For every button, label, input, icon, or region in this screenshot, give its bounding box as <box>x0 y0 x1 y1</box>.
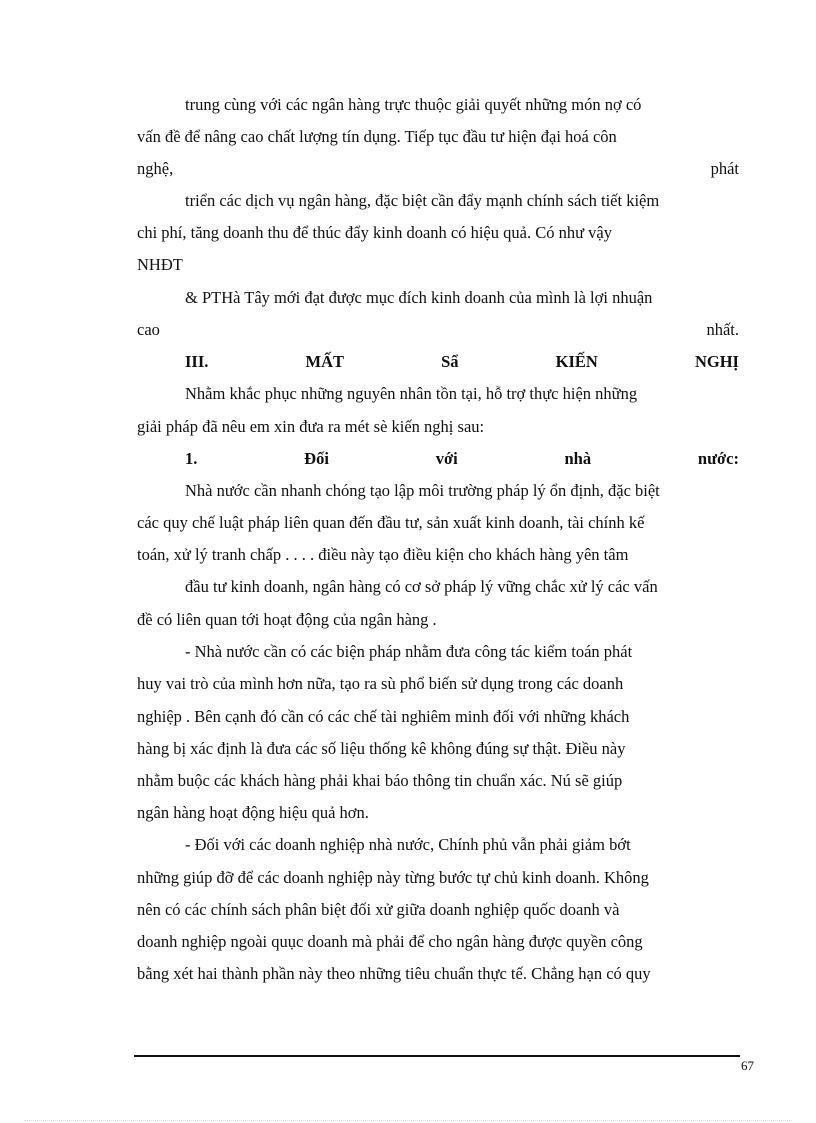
body-line: ngân hàng hoạt động hiệu quả hơn. <box>137 803 369 822</box>
heading-word: nước: <box>697 449 739 468</box>
body-line: nhất. <box>706 320 739 339</box>
heading-word: KIẾN <box>555 352 598 371</box>
body-line: - Đối với các doanh nghiệp nhà nước, Chính phủ vẫn phải giảm bớt <box>185 835 631 854</box>
body-line: giải pháp đã nêu em xin đưa ra mét sè kiến nghị sau: <box>137 417 485 436</box>
heading-word: III. <box>185 352 209 371</box>
body-line: Nhà nước cần nhanh chóng tạo lập môi trường pháp lý ổn định, đặc biệt <box>185 481 660 500</box>
body-line: phát <box>710 159 739 178</box>
body-line: trung cùng với các ngân hàng trực thuộc giải quyết những món nợ có <box>185 95 642 114</box>
body-line: NHĐT <box>137 255 183 274</box>
heading-word: MẤT <box>305 352 344 371</box>
heading-word: Đối <box>304 449 329 468</box>
heading-word: nhà <box>564 449 592 468</box>
heading-word: 1. <box>185 449 198 468</box>
body-line: nên có các chính sách phân biệt đối xử giữa doanh nghiệp quốc doanh và <box>137 900 620 919</box>
body-line: bằng xét hai thành phần này theo những tiêu chuẩn thực tế. Chẳng hạn có quy <box>137 964 651 983</box>
body-line: vấn đề để nâng cao chất lượng tín dụng. Tiếp tục đầu tư hiện đại hoá côn <box>137 127 617 146</box>
body-line: huy vai trò của mình hơn nữa, tạo ra sù phổ biến sử dụng trong các doanh <box>137 674 624 693</box>
body-line: doanh nghiệp ngoài quục doanh mà phải để cho ngân hàng được quyền công <box>137 932 643 951</box>
body-line: Nhằm khắc phục những nguyên nhân tồn tại, hỗ trợ thực hiện những <box>185 384 638 403</box>
body-line: những giúp đỡ để các doanh nghiệp này từng bước tự chủ kinh doanh. Không <box>137 868 649 887</box>
body-line: hàng bị xác định là đưa các số liệu thống kê không đúng sự thật. Điều này <box>137 739 626 758</box>
body-line: - Nhà nước cần có các biện pháp nhằm đưa công tác kiểm toán phát <box>185 642 633 661</box>
page-edge <box>24 1120 792 1121</box>
page-number: 67 <box>741 1058 754 1073</box>
heading-word: Sẩ <box>441 352 459 371</box>
heading-word: NGHỊ <box>694 352 739 371</box>
body-line: triển các dịch vụ ngân hàng, đặc biệt cần đẩy mạnh chính sách tiết kiệm <box>185 191 660 210</box>
body-line: chi phí, tăng doanh thu để thúc đẩy kinh doanh có hiệu quả. Có như vậy <box>137 223 612 242</box>
body-line: & PTHà Tây mới đạt được mục đích kinh doanh của mình là lợi nhuận <box>185 288 653 307</box>
body-line: đề có liên quan tới hoạt động của ngân hàng . <box>137 610 437 629</box>
section-heading <box>185 346 739 378</box>
footer-rule <box>134 1055 740 1057</box>
body-line: nhằm buộc các khách hàng phải khai báo thông tin chuẩn xác. Nú sẽ giúp <box>137 771 623 790</box>
body-line: các quy chế luật pháp liên quan đến đầu tư, sản xuất kinh doanh, tài chính kế <box>137 513 645 532</box>
body-line: nghiệp . Bên cạnh đó cần có các chế tài nghiêm minh đối với những khách <box>137 707 630 726</box>
body-line: đầu tư kinh doanh, ngân hàng có cơ sở pháp lý vững chắc xử lý các vấn <box>185 577 658 596</box>
subsection-heading <box>185 443 739 475</box>
body-line: toán, xử lý tranh chấp . . . . điều này tạo điều kiện cho khách hàng yên tâm <box>137 545 629 564</box>
body-line: nghệ, <box>137 159 174 178</box>
heading-word: với <box>435 449 458 468</box>
body-line: cao <box>137 320 160 339</box>
